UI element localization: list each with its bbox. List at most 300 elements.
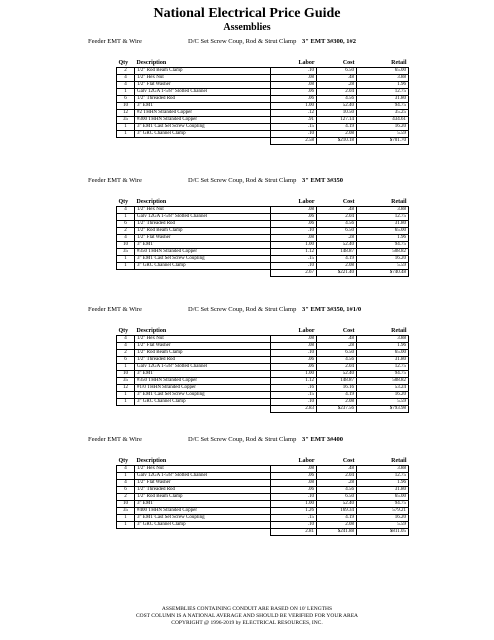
cost-cell: .48 [317, 75, 357, 82]
column-header-labor: Labor [298, 199, 315, 205]
assembly-feeder: Feeder EMT & Wire [88, 38, 142, 45]
description-cell: 3" GRC Channel Clamp [135, 263, 271, 270]
qty-cell: 2 [117, 68, 135, 75]
labor-cell: .15 [271, 124, 317, 131]
qty-cell: 1 [117, 124, 135, 131]
table-row [117, 131, 409, 138]
labor-cell: .16 [271, 385, 317, 392]
qty-cell: 10 [117, 103, 135, 110]
table-row [117, 399, 409, 406]
assembly-table [116, 60, 409, 145]
cost-cell: 16.16 [317, 385, 357, 392]
total-row [117, 529, 409, 536]
retail-cell: 12.75 [357, 89, 409, 96]
qty-cell: 6 [117, 357, 135, 364]
column-header-labor: Labor [298, 458, 315, 464]
table-row [117, 336, 409, 343]
table-row [117, 256, 409, 263]
column-header-cost: Cost [342, 328, 355, 334]
cost-cell: 6.50 [317, 228, 357, 235]
qty-cell: 1 [117, 131, 135, 138]
assembly-code: 3" EMT 3#350, 1#1/0 [302, 306, 362, 313]
labor-cell: .10 [271, 68, 317, 75]
column-header-description: Description [136, 458, 167, 464]
cost-cell: 2.08 [317, 399, 357, 406]
labor-cell: .10 [271, 522, 317, 529]
qty-cell: 6 [117, 221, 135, 228]
description-cell: 3" GRC Channel Clamp [135, 131, 271, 138]
table-row [117, 207, 409, 214]
labor-cell: .06 [271, 96, 317, 103]
table-row [117, 82, 409, 89]
description-cell: #350 THHN Stranded Copper [135, 249, 271, 256]
table-row [117, 473, 409, 480]
assembly-header [88, 38, 418, 60]
cost-cell: 2.04 [317, 473, 357, 480]
retail-cell: 94.75 [357, 103, 409, 110]
qty-cell: 1 [117, 89, 135, 96]
assembly-section [88, 38, 418, 145]
retail-cell: 3.88 [357, 336, 409, 343]
table-row [117, 480, 409, 487]
labor-cell: .06 [271, 357, 317, 364]
retail-cell: 5.59 [357, 399, 409, 406]
labor-cell: .91 [271, 117, 317, 124]
labor-cell: 1.00 [271, 501, 317, 508]
cost-cell: .28 [317, 235, 357, 242]
assembly-description: D/C Set Screw Coup, Rod & Strut Clamp [188, 306, 297, 313]
cost-cell: 4.19 [317, 515, 357, 522]
table-row [117, 96, 409, 103]
column-header-qty: Qty [118, 199, 129, 205]
table-row [117, 364, 409, 371]
total-cost: $241.88 [317, 529, 357, 536]
description-cell: 1/2" Rod Beam Clamp [135, 494, 271, 501]
page-subtitle: Assemblies [223, 22, 271, 33]
table-row [117, 124, 409, 131]
blank-cell [117, 270, 135, 277]
qty-cell: 6 [117, 487, 135, 494]
qty-cell: 1 [117, 522, 135, 529]
description-cell: 3" EMT Cast Set Screw Coupling [135, 256, 271, 263]
retail-cell: 5.59 [357, 131, 409, 138]
column-header-retail: Retail [391, 60, 407, 66]
column-header-qty: Qty [118, 60, 129, 66]
table-row [117, 343, 409, 350]
retail-cell: 16.20 [357, 124, 409, 131]
column-header-description: Description [136, 328, 167, 334]
assembly-header [88, 306, 418, 328]
description-cell: 3" EMT Cast Set Screw Coupling [135, 124, 271, 131]
cost-cell: .48 [317, 466, 357, 473]
qty-cell: 35 [117, 249, 135, 256]
table-row [117, 392, 409, 399]
column-header-retail: Retail [391, 328, 407, 334]
blank-cell [135, 529, 271, 536]
description-cell: 1/2" Threaded Rod [135, 487, 271, 494]
assembly-code: 3" EMT 3#350 [302, 177, 344, 184]
labor-cell: 1.00 [271, 371, 317, 378]
labor-cell: .08 [271, 207, 317, 214]
column-header-labor: Labor [298, 60, 315, 66]
cost-cell: 148.87 [317, 378, 357, 385]
table-row [117, 110, 409, 117]
labor-cell: 1.12 [271, 249, 317, 256]
description-cell: 1/2" Flat Washer [135, 343, 271, 350]
retail-cell: 579.21 [357, 508, 409, 515]
assembly-header [88, 436, 418, 458]
qty-cell: 1 [117, 214, 135, 221]
retail-cell: 31.80 [357, 357, 409, 364]
blank-cell [117, 138, 135, 145]
blank-cell [117, 406, 135, 413]
retail-cell: 16.20 [357, 392, 409, 399]
labor-cell: .10 [271, 399, 317, 406]
retail-cell: 1.96 [357, 343, 409, 350]
table-row [117, 357, 409, 364]
cost-cell: .28 [317, 343, 357, 350]
description-cell: 1/2" Flat Washer [135, 82, 271, 89]
table-row [117, 501, 409, 508]
page-title: National Electrical Price Guide [153, 6, 341, 21]
qty-cell: 4 [117, 343, 135, 350]
table-header-row [117, 60, 409, 68]
retail-cell: 16.20 [357, 515, 409, 522]
labor-cell: .10 [271, 263, 317, 270]
cost-cell: 148.87 [317, 249, 357, 256]
total-cost: $237.56 [317, 406, 357, 413]
table-row [117, 117, 409, 124]
qty-cell: 10 [117, 501, 135, 508]
table-row [117, 466, 409, 473]
retail-cell: 31.80 [357, 487, 409, 494]
footer-line: COST COLUMN IS A NATIONAL AVERAGE AND SHOULD BE VERIFIED FOR YOUR AREA [135, 613, 359, 619]
retail-cell: 65.00 [357, 494, 409, 501]
qty-cell: 12 [117, 110, 135, 117]
retail-cell: 16.20 [357, 256, 409, 263]
assembly-description: D/C Set Screw Coup, Rod & Strut Clamp [188, 436, 297, 443]
cost-cell: .28 [317, 480, 357, 487]
table-row [117, 371, 409, 378]
qty-cell: 12 [117, 385, 135, 392]
total-retail: $740.48 [357, 270, 409, 277]
total-row [117, 138, 409, 145]
labor-cell: .08 [271, 343, 317, 350]
table-row [117, 235, 409, 242]
retail-cell: 12.75 [357, 214, 409, 221]
blank-cell [117, 529, 135, 536]
description-cell: Galv 12GA 1-5/8" Slotted Channel [135, 473, 271, 480]
cost-cell: .48 [317, 336, 357, 343]
labor-cell: 1.26 [271, 508, 317, 515]
cost-cell: 52.40 [317, 242, 357, 249]
labor-cell: .10 [271, 228, 317, 235]
cost-cell: 4.19 [317, 392, 357, 399]
assembly-section [88, 306, 418, 413]
assembly-feeder: Feeder EMT & Wire [88, 436, 142, 443]
labor-cell: .15 [271, 515, 317, 522]
qty-cell: 4 [117, 235, 135, 242]
total-row [117, 270, 409, 277]
description-cell: 3" GRC Channel Clamp [135, 399, 271, 406]
description-cell: 1/2" Hex Nut [135, 466, 271, 473]
column-header-retail: Retail [391, 458, 407, 464]
total-labor: 2.58 [271, 138, 317, 145]
retail-cell: 5.59 [357, 263, 409, 270]
cost-cell: 2.04 [317, 214, 357, 221]
description-cell: 1/2" Rod Beam Clamp [135, 68, 271, 75]
description-cell: 1/2" Rod Beam Clamp [135, 228, 271, 235]
labor-cell: .08 [271, 466, 317, 473]
cost-cell: 4.56 [317, 487, 357, 494]
qty-cell: 1 [117, 364, 135, 371]
total-cost: $221.40 [317, 270, 357, 277]
blank-cell [135, 406, 271, 413]
assembly-description: D/C Set Screw Coup, Rod & Strut Clamp [188, 177, 297, 184]
labor-cell: 1.00 [271, 103, 317, 110]
retail-cell: 3.88 [357, 207, 409, 214]
qty-cell: 1 [117, 256, 135, 263]
column-header-qty: Qty [118, 458, 129, 464]
description-cell: 1/2" Threaded Rod [135, 357, 271, 364]
table-row [117, 103, 409, 110]
column-header-retail: Retail [391, 199, 407, 205]
qty-cell: 4 [117, 207, 135, 214]
total-cost: $210.18 [317, 138, 357, 145]
retail-cell: 1.96 [357, 235, 409, 242]
retail-cell: 1.96 [357, 82, 409, 89]
description-cell: 3" GRC Channel Clamp [135, 522, 271, 529]
labor-cell: .06 [271, 214, 317, 221]
description-cell: #300 THHN Stranded Copper [135, 117, 271, 124]
description-cell: 1/2" Hex Nut [135, 207, 271, 214]
assembly-section [88, 436, 418, 536]
assembly-feeder: Feeder EMT & Wire [88, 306, 142, 313]
labor-cell: .06 [271, 89, 317, 96]
table-row [117, 214, 409, 221]
column-header-qty: Qty [118, 328, 129, 334]
total-labor: 2.81 [271, 529, 317, 536]
labor-cell: .08 [271, 336, 317, 343]
cost-cell: .28 [317, 82, 357, 89]
description-cell: 3" EMT [135, 501, 271, 508]
labor-cell: .10 [271, 494, 317, 501]
labor-cell: .06 [271, 364, 317, 371]
labor-cell: .15 [271, 256, 317, 263]
description-cell: #350 THHN Stranded Copper [135, 378, 271, 385]
table-row [117, 515, 409, 522]
assembly-code: 3" EMT 3#400 [302, 436, 344, 443]
description-cell: Galv 12GA 1-5/8" Slotted Channel [135, 89, 271, 96]
labor-cell: .08 [271, 82, 317, 89]
qty-cell: 35 [117, 508, 135, 515]
cost-cell: 169.34 [317, 508, 357, 515]
description-cell: 3" EMT [135, 103, 271, 110]
retail-cell: 65.00 [357, 350, 409, 357]
cost-cell: 127.14 [317, 117, 357, 124]
retail-cell: 508.82 [357, 378, 409, 385]
table-row [117, 242, 409, 249]
cost-cell: 2.04 [317, 89, 357, 96]
retail-cell: 53.24 [357, 385, 409, 392]
description-cell: 1/2" Hex Nut [135, 75, 271, 82]
description-cell: 1/2" Threaded Rod [135, 221, 271, 228]
table-row [117, 228, 409, 235]
labor-cell: 1.00 [271, 242, 317, 249]
table-row [117, 487, 409, 494]
description-cell: 3" EMT [135, 371, 271, 378]
qty-cell: 6 [117, 96, 135, 103]
qty-cell: 1 [117, 399, 135, 406]
labor-cell: 1.12 [271, 378, 317, 385]
cost-cell: 6.50 [317, 68, 357, 75]
description-cell: 1/2" Flat Washer [135, 480, 271, 487]
table-row [117, 508, 409, 515]
cost-cell: 6.50 [317, 350, 357, 357]
assembly-table [116, 199, 409, 277]
qty-cell: 1 [117, 392, 135, 399]
qty-cell: 2 [117, 350, 135, 357]
qty-cell: 4 [117, 82, 135, 89]
description-cell: 1/2" Hex Nut [135, 336, 271, 343]
labor-cell: .06 [271, 221, 317, 228]
cost-cell: 4.19 [317, 124, 357, 131]
table-row [117, 249, 409, 256]
retail-cell: 31.80 [357, 96, 409, 103]
table-row [117, 385, 409, 392]
total-retail: $793.98 [357, 406, 409, 413]
table-row [117, 522, 409, 529]
description-cell: 3" EMT Cast Set Screw Coupling [135, 515, 271, 522]
labor-cell: .12 [271, 110, 317, 117]
assembly-code: 3" EMT 3#300, 1#2 [302, 38, 357, 45]
description-cell: 1/2" Rod Beam Clamp [135, 350, 271, 357]
footer [0, 606, 494, 627]
labor-cell: .10 [271, 350, 317, 357]
table-row [117, 68, 409, 75]
column-header-labor: Labor [298, 328, 315, 334]
labor-cell: .08 [271, 480, 317, 487]
retail-cell: 434.61 [357, 117, 409, 124]
assembly-section [88, 177, 418, 277]
qty-cell: 4 [117, 466, 135, 473]
table-row [117, 75, 409, 82]
retail-cell: 94.75 [357, 371, 409, 378]
qty-cell: 2 [117, 494, 135, 501]
total-labor: 2.67 [271, 270, 317, 277]
description-cell: 3" EMT [135, 242, 271, 249]
total-labor: 2.83 [271, 406, 317, 413]
cost-cell: 2.04 [317, 364, 357, 371]
retail-cell: 35.25 [357, 110, 409, 117]
table-header-row [117, 458, 409, 466]
cost-cell: 10.50 [317, 110, 357, 117]
cost-cell: 4.56 [317, 357, 357, 364]
cost-cell: 2.08 [317, 131, 357, 138]
cost-cell: 52.40 [317, 371, 357, 378]
table-row [117, 350, 409, 357]
cost-cell: 4.19 [317, 256, 357, 263]
qty-cell: 4 [117, 75, 135, 82]
qty-cell: 10 [117, 242, 135, 249]
retail-cell: 3.88 [357, 466, 409, 473]
total-row [117, 406, 409, 413]
table-header-row [117, 328, 409, 336]
table-row [117, 494, 409, 501]
labor-cell: .10 [271, 131, 317, 138]
qty-cell: 1 [117, 473, 135, 480]
description-cell: #1/0 THHN Stranded Copper [135, 385, 271, 392]
cost-cell: 2.08 [317, 522, 357, 529]
footer-line: ASSEMBLIES CONTAINING CONDUIT ARE BASED ON 10' LENGTHS [161, 606, 333, 612]
total-retail: $811.05 [357, 529, 409, 536]
blank-cell [135, 270, 271, 277]
description-cell: 3" EMT Cast Set Screw Coupling [135, 392, 271, 399]
description-cell: 1/2" Flat Washer [135, 235, 271, 242]
description-cell: Galv 12GA 1-5/8" Slotted Channel [135, 364, 271, 371]
qty-cell: 2 [117, 228, 135, 235]
description-cell: #400 THHN Stranded Copper [135, 508, 271, 515]
assembly-table [116, 458, 409, 536]
table-row [117, 89, 409, 96]
cost-cell: 4.56 [317, 221, 357, 228]
assembly-description: D/C Set Screw Coup, Rod & Strut Clamp [188, 38, 297, 45]
cost-cell: 52.40 [317, 103, 357, 110]
cost-cell: 2.08 [317, 263, 357, 270]
table-row [117, 221, 409, 228]
labor-cell: .06 [271, 487, 317, 494]
labor-cell: .08 [271, 235, 317, 242]
table-row [117, 378, 409, 385]
retail-cell: 94.75 [357, 501, 409, 508]
retail-cell: 508.82 [357, 249, 409, 256]
retail-cell: 3.88 [357, 75, 409, 82]
table-header-row [117, 199, 409, 207]
blank-cell [135, 138, 271, 145]
retail-cell: 12.75 [357, 364, 409, 371]
qty-cell: 1 [117, 515, 135, 522]
labor-cell: .06 [271, 473, 317, 480]
qty-cell: 1 [117, 263, 135, 270]
column-header-cost: Cost [342, 199, 355, 205]
retail-cell: 94.75 [357, 242, 409, 249]
retail-cell: 1.96 [357, 480, 409, 487]
retail-cell: 65.00 [357, 228, 409, 235]
qty-cell: 4 [117, 480, 135, 487]
cost-cell: .48 [317, 207, 357, 214]
qty-cell: 35 [117, 378, 135, 385]
retail-cell: 65.00 [357, 68, 409, 75]
retail-cell: 31.80 [357, 221, 409, 228]
qty-cell: 4 [117, 336, 135, 343]
assembly-feeder: Feeder EMT & Wire [88, 177, 142, 184]
labor-cell: .08 [271, 75, 317, 82]
column-header-cost: Cost [342, 60, 355, 66]
retail-cell: 12.75 [357, 473, 409, 480]
description-cell: #2 THHN Stranded Copper [135, 110, 271, 117]
total-retail: $701.70 [357, 138, 409, 145]
cost-cell: 6.50 [317, 494, 357, 501]
assembly-header [88, 177, 418, 199]
assembly-table [116, 328, 409, 413]
qty-cell: 10 [117, 371, 135, 378]
column-header-cost: Cost [342, 458, 355, 464]
description-cell: Galv 12GA 1-5/8" Slotted Channel [135, 214, 271, 221]
retail-cell: 5.59 [357, 522, 409, 529]
column-header-description: Description [136, 60, 167, 66]
cost-cell: 52.40 [317, 501, 357, 508]
footer-line: COPYRIGHT @ 1996-2019 by ELECTRICAL RESOURCES, INC. [171, 620, 323, 626]
